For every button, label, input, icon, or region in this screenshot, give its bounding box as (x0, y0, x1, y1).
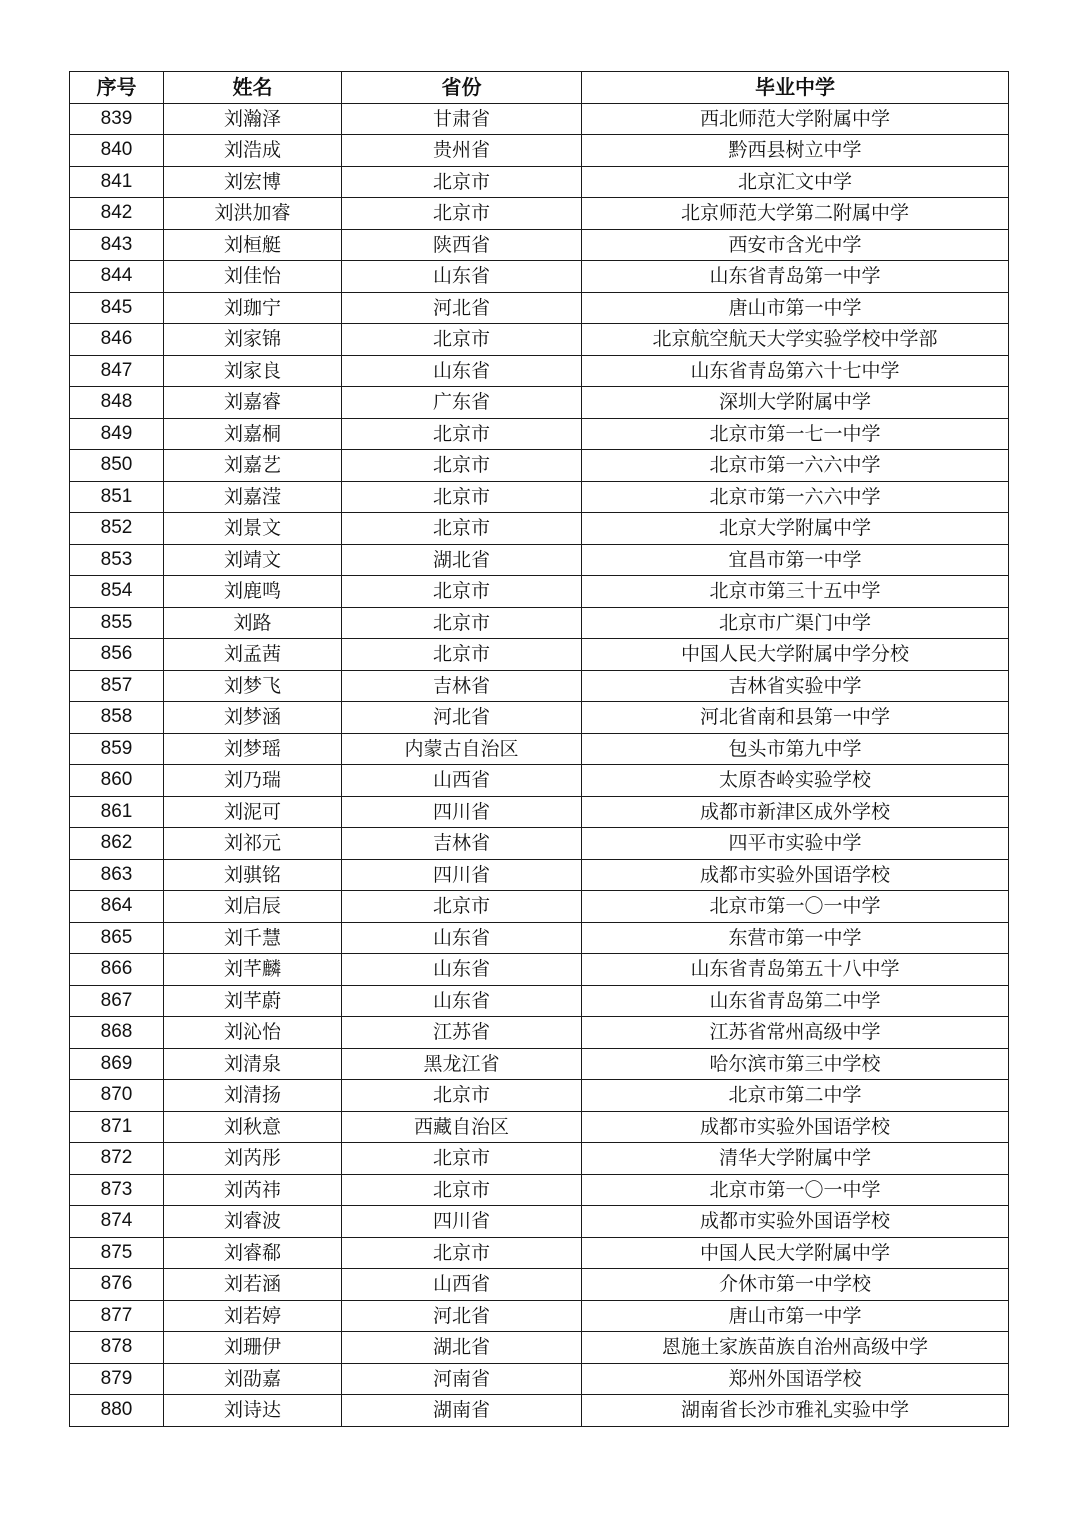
serial-number-cell: 865 (70, 922, 164, 954)
school-cell: 中国人民大学附属中学 (582, 1237, 1009, 1269)
serial-number-cell: 852 (70, 513, 164, 545)
header-serial-number: 序号 (70, 72, 164, 104)
school-cell: 北京汇文中学 (582, 166, 1009, 198)
school-cell: 山东省青岛第二中学 (582, 985, 1009, 1017)
serial-number-cell: 877 (70, 1300, 164, 1332)
province-cell: 山西省 (342, 1269, 582, 1301)
province-cell: 四川省 (342, 859, 582, 891)
province-cell: 北京市 (342, 418, 582, 450)
name-cell: 刘嘉桐 (164, 418, 342, 450)
serial-number-cell: 867 (70, 985, 164, 1017)
name-cell: 刘若涵 (164, 1269, 342, 1301)
school-cell: 北京航空航天大学实验学校中学部 (582, 324, 1009, 356)
header-province: 省份 (342, 72, 582, 104)
name-cell: 刘景文 (164, 513, 342, 545)
province-cell: 四川省 (342, 1206, 582, 1238)
serial-number-cell: 855 (70, 607, 164, 639)
province-cell: 山东省 (342, 922, 582, 954)
serial-number-cell: 879 (70, 1363, 164, 1395)
province-cell: 北京市 (342, 166, 582, 198)
table-row (70, 229, 1009, 261)
serial-number-cell: 850 (70, 450, 164, 482)
serial-number-cell: 845 (70, 292, 164, 324)
province-cell: 河北省 (342, 292, 582, 324)
school-cell: 北京市第二中学 (582, 1080, 1009, 1112)
table-row (70, 607, 1009, 639)
name-cell: 刘桓艇 (164, 229, 342, 261)
province-cell: 江苏省 (342, 1017, 582, 1049)
province-cell: 北京市 (342, 607, 582, 639)
serial-number-cell: 854 (70, 576, 164, 608)
student-roster-table (69, 71, 1009, 1427)
province-cell: 湖北省 (342, 1332, 582, 1364)
name-cell: 刘睿波 (164, 1206, 342, 1238)
name-cell: 刘孟茜 (164, 639, 342, 671)
name-cell: 刘清泉 (164, 1048, 342, 1080)
province-cell: 湖北省 (342, 544, 582, 576)
table-row (70, 576, 1009, 608)
table-row (70, 324, 1009, 356)
province-cell: 北京市 (342, 481, 582, 513)
header-row (70, 72, 1009, 104)
serial-number-cell: 873 (70, 1174, 164, 1206)
serial-number-cell: 839 (70, 103, 164, 135)
school-cell: 湖南省长沙市雅礼实验中学 (582, 1395, 1009, 1427)
table-row (70, 954, 1009, 986)
province-cell: 吉林省 (342, 828, 582, 860)
school-cell: 山东省青岛第六十七中学 (582, 355, 1009, 387)
school-cell: 成都市实验外国语学校 (582, 1111, 1009, 1143)
serial-number-cell: 846 (70, 324, 164, 356)
table-row (70, 985, 1009, 1017)
school-cell: 山东省青岛第五十八中学 (582, 954, 1009, 986)
serial-number-cell: 856 (70, 639, 164, 671)
table-row (70, 450, 1009, 482)
name-cell: 刘梦飞 (164, 670, 342, 702)
school-cell: 西北师范大学附属中学 (582, 103, 1009, 135)
school-cell: 北京师范大学第二附属中学 (582, 198, 1009, 230)
school-cell: 黔西县树立中学 (582, 135, 1009, 167)
serial-number-cell: 870 (70, 1080, 164, 1112)
table-row (70, 103, 1009, 135)
name-cell: 刘乃瑞 (164, 765, 342, 797)
name-cell: 刘梦涵 (164, 702, 342, 734)
province-cell: 贵州省 (342, 135, 582, 167)
province-cell: 北京市 (342, 1237, 582, 1269)
school-cell: 北京市第一六六中学 (582, 481, 1009, 513)
serial-number-cell: 878 (70, 1332, 164, 1364)
table-row (70, 1080, 1009, 1112)
name-cell: 刘芊麟 (164, 954, 342, 986)
name-cell: 刘清扬 (164, 1080, 342, 1112)
province-cell: 北京市 (342, 639, 582, 671)
name-cell: 刘嘉艺 (164, 450, 342, 482)
name-cell: 刘骐铭 (164, 859, 342, 891)
table-body (70, 103, 1009, 1426)
school-cell: 北京市第一〇一中学 (582, 891, 1009, 923)
table-row (70, 292, 1009, 324)
province-cell: 内蒙古自治区 (342, 733, 582, 765)
school-cell: 河北省南和县第一中学 (582, 702, 1009, 734)
school-cell: 恩施土家族苗族自治州高级中学 (582, 1332, 1009, 1364)
province-cell: 黑龙江省 (342, 1048, 582, 1080)
table-row (70, 1111, 1009, 1143)
province-cell: 北京市 (342, 891, 582, 923)
name-cell: 刘佳怡 (164, 261, 342, 293)
serial-number-cell: 848 (70, 387, 164, 419)
province-cell: 山东省 (342, 985, 582, 1017)
school-cell: 北京市广渠门中学 (582, 607, 1009, 639)
table-row (70, 1206, 1009, 1238)
school-cell: 中国人民大学附属中学分校 (582, 639, 1009, 671)
province-cell: 甘肃省 (342, 103, 582, 135)
serial-number-cell: 866 (70, 954, 164, 986)
province-cell: 山东省 (342, 355, 582, 387)
table-row (70, 261, 1009, 293)
serial-number-cell: 871 (70, 1111, 164, 1143)
serial-number-cell: 849 (70, 418, 164, 450)
table-row (70, 387, 1009, 419)
serial-number-cell: 840 (70, 135, 164, 167)
name-cell: 刘睿郗 (164, 1237, 342, 1269)
school-cell: 山东省青岛第一中学 (582, 261, 1009, 293)
school-cell: 北京市第一六六中学 (582, 450, 1009, 482)
table-row (70, 418, 1009, 450)
name-cell: 刘瀚泽 (164, 103, 342, 135)
table-row (70, 1048, 1009, 1080)
serial-number-cell: 861 (70, 796, 164, 828)
table-row (70, 828, 1009, 860)
province-cell: 吉林省 (342, 670, 582, 702)
school-cell: 清华大学附属中学 (582, 1143, 1009, 1175)
school-cell: 唐山市第一中学 (582, 1300, 1009, 1332)
name-cell: 刘劭嘉 (164, 1363, 342, 1395)
name-cell: 刘沁怡 (164, 1017, 342, 1049)
province-cell: 北京市 (342, 1143, 582, 1175)
province-cell: 河北省 (342, 702, 582, 734)
table-row (70, 639, 1009, 671)
table-row (70, 765, 1009, 797)
province-cell: 北京市 (342, 450, 582, 482)
school-cell: 北京市第一〇一中学 (582, 1174, 1009, 1206)
name-cell: 刘家锦 (164, 324, 342, 356)
serial-number-cell: 880 (70, 1395, 164, 1427)
serial-number-cell: 847 (70, 355, 164, 387)
serial-number-cell: 869 (70, 1048, 164, 1080)
school-cell: 四平市实验中学 (582, 828, 1009, 860)
province-cell: 河北省 (342, 1300, 582, 1332)
table-row (70, 1269, 1009, 1301)
table-row (70, 355, 1009, 387)
school-cell: 成都市新津区成外学校 (582, 796, 1009, 828)
name-cell: 刘启辰 (164, 891, 342, 923)
serial-number-cell: 875 (70, 1237, 164, 1269)
school-cell: 北京市第一七一中学 (582, 418, 1009, 450)
table-row (70, 1143, 1009, 1175)
serial-number-cell: 858 (70, 702, 164, 734)
table-row (70, 859, 1009, 891)
table-row (70, 166, 1009, 198)
name-cell: 刘靖文 (164, 544, 342, 576)
serial-number-cell: 872 (70, 1143, 164, 1175)
serial-number-cell: 853 (70, 544, 164, 576)
school-cell: 哈尔滨市第三中学校 (582, 1048, 1009, 1080)
province-cell: 北京市 (342, 1080, 582, 1112)
table-row (70, 544, 1009, 576)
school-cell: 西安市含光中学 (582, 229, 1009, 261)
province-cell: 山东省 (342, 261, 582, 293)
name-cell: 刘家良 (164, 355, 342, 387)
serial-number-cell: 841 (70, 166, 164, 198)
province-cell: 北京市 (342, 324, 582, 356)
table-row (70, 922, 1009, 954)
name-cell: 刘梦瑶 (164, 733, 342, 765)
table-row (70, 1237, 1009, 1269)
serial-number-cell: 864 (70, 891, 164, 923)
province-cell: 湖南省 (342, 1395, 582, 1427)
serial-number-cell: 868 (70, 1017, 164, 1049)
table-row (70, 670, 1009, 702)
table-row (70, 1300, 1009, 1332)
school-cell: 唐山市第一中学 (582, 292, 1009, 324)
table-row (70, 135, 1009, 167)
serial-number-cell: 857 (70, 670, 164, 702)
province-cell: 河南省 (342, 1363, 582, 1395)
province-cell: 广东省 (342, 387, 582, 419)
school-cell: 东营市第一中学 (582, 922, 1009, 954)
name-cell: 刘宏博 (164, 166, 342, 198)
table-row (70, 513, 1009, 545)
name-cell: 刘千慧 (164, 922, 342, 954)
table-row (70, 891, 1009, 923)
table-row (70, 1174, 1009, 1206)
serial-number-cell: 863 (70, 859, 164, 891)
school-cell: 深圳大学附属中学 (582, 387, 1009, 419)
serial-number-cell: 851 (70, 481, 164, 513)
school-cell: 北京大学附属中学 (582, 513, 1009, 545)
name-cell: 刘若婷 (164, 1300, 342, 1332)
province-cell: 北京市 (342, 513, 582, 545)
school-cell: 宜昌市第一中学 (582, 544, 1009, 576)
school-cell: 太原杏岭实验学校 (582, 765, 1009, 797)
serial-number-cell: 862 (70, 828, 164, 860)
serial-number-cell: 844 (70, 261, 164, 293)
table-row (70, 1017, 1009, 1049)
name-cell: 刘秋意 (164, 1111, 342, 1143)
header-graduating-school: 毕业中学 (582, 72, 1009, 104)
table-row (70, 198, 1009, 230)
name-cell: 刘芊蔚 (164, 985, 342, 1017)
table-row (70, 1332, 1009, 1364)
province-cell: 北京市 (342, 1174, 582, 1206)
school-cell: 北京市第三十五中学 (582, 576, 1009, 608)
province-cell: 北京市 (342, 198, 582, 230)
school-cell: 江苏省常州高级中学 (582, 1017, 1009, 1049)
name-cell: 刘芮祎 (164, 1174, 342, 1206)
school-cell: 包头市第九中学 (582, 733, 1009, 765)
name-cell: 刘芮彤 (164, 1143, 342, 1175)
province-cell: 西藏自治区 (342, 1111, 582, 1143)
name-cell: 刘浩成 (164, 135, 342, 167)
province-cell: 北京市 (342, 576, 582, 608)
name-cell: 刘珊伊 (164, 1332, 342, 1364)
name-cell: 刘嘉滢 (164, 481, 342, 513)
serial-number-cell: 860 (70, 765, 164, 797)
serial-number-cell: 876 (70, 1269, 164, 1301)
province-cell: 山西省 (342, 765, 582, 797)
name-cell: 刘珈宁 (164, 292, 342, 324)
school-cell: 郑州外国语学校 (582, 1363, 1009, 1395)
school-cell: 介休市第一中学校 (582, 1269, 1009, 1301)
table-row (70, 702, 1009, 734)
name-cell: 刘诗达 (164, 1395, 342, 1427)
province-cell: 四川省 (342, 796, 582, 828)
school-cell: 吉林省实验中学 (582, 670, 1009, 702)
table-row (70, 796, 1009, 828)
school-cell: 成都市实验外国语学校 (582, 859, 1009, 891)
province-cell: 陕西省 (342, 229, 582, 261)
table-row (70, 1395, 1009, 1427)
serial-number-cell: 859 (70, 733, 164, 765)
school-cell: 成都市实验外国语学校 (582, 1206, 1009, 1238)
table-row (70, 1363, 1009, 1395)
name-cell: 刘祁元 (164, 828, 342, 860)
serial-number-cell: 842 (70, 198, 164, 230)
name-cell: 刘洪加睿 (164, 198, 342, 230)
table-header (70, 72, 1009, 104)
name-cell: 刘嘉睿 (164, 387, 342, 419)
name-cell: 刘鹿鸣 (164, 576, 342, 608)
province-cell: 山东省 (342, 954, 582, 986)
table-row (70, 481, 1009, 513)
name-cell: 刘路 (164, 607, 342, 639)
name-cell: 刘泥可 (164, 796, 342, 828)
serial-number-cell: 843 (70, 229, 164, 261)
table-row (70, 733, 1009, 765)
header-name: 姓名 (164, 72, 342, 104)
serial-number-cell: 874 (70, 1206, 164, 1238)
